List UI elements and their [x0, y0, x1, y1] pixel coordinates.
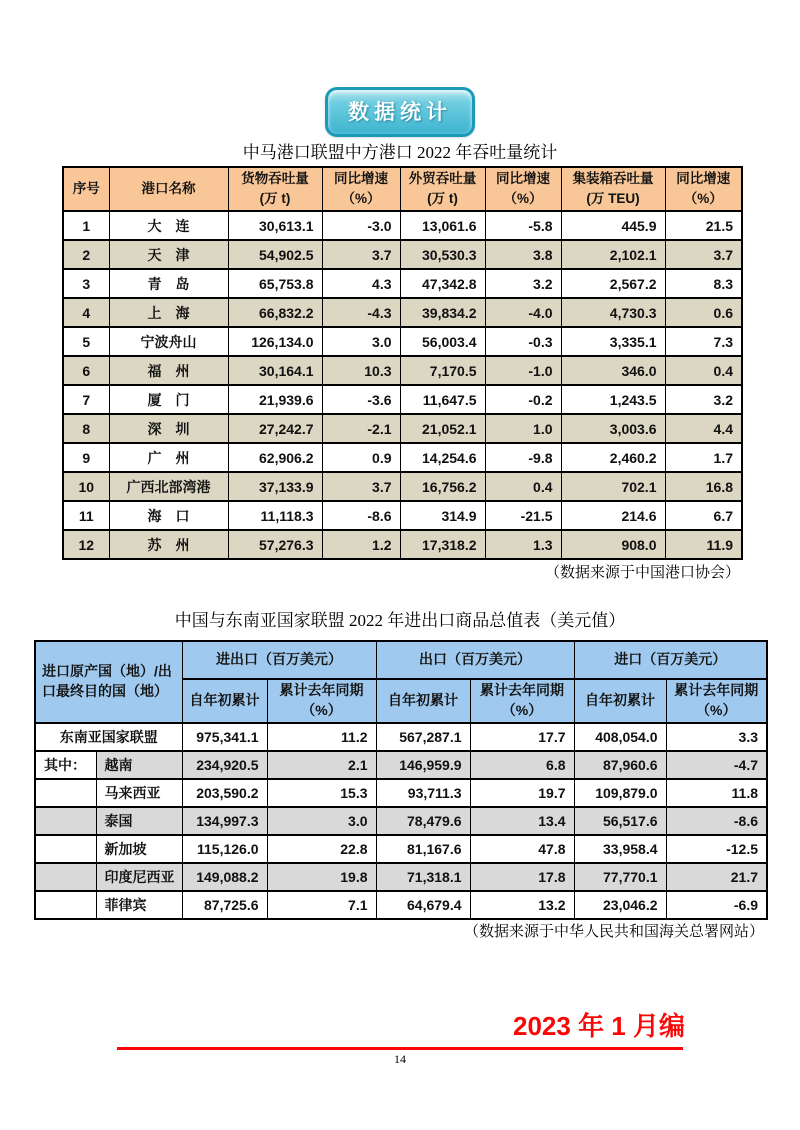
container-yoy-cell: 4.4 [665, 414, 742, 443]
imports-ytd-cell: 77,770.1 [574, 863, 666, 891]
country-name-cell: 越南 [96, 751, 182, 779]
exports-ytd-cell: 81,167.6 [376, 835, 470, 863]
foreign-trade-throughput-cell: 314.9 [400, 501, 485, 530]
imports-ytd-cell: 33,958.4 [574, 835, 666, 863]
foreign-trade-yoy-cell: 1.0 [485, 414, 561, 443]
trade-table-row [35, 723, 767, 751]
exports-yoy-cell: 13.2 [470, 891, 574, 919]
header-origin-destination: 进口原产国（地）/出口最终目的国（地） [35, 641, 182, 723]
header-cargo-throughput: 货物吞吐量 (万 t) [228, 167, 322, 211]
imports-exports-ytd-cell: 115,126.0 [182, 835, 267, 863]
exports-yoy-cell: 17.8 [470, 863, 574, 891]
cargo-throughput-cell: 57,276.3 [228, 530, 322, 559]
port-name-cell: 海 口 [109, 501, 228, 530]
trade-table-row [35, 779, 767, 807]
ports-table-title: 中马港口联盟中方港口 2022 年吞吐量统计 [242, 143, 558, 162]
header-cargo-yoy: 同比增速 （%） [322, 167, 400, 211]
header-foreign-trade-yoy: 同比增速 （%） [485, 167, 561, 211]
exports-ytd-cell: 146,959.9 [376, 751, 470, 779]
foreign-trade-yoy-cell: -0.2 [485, 385, 561, 414]
imports-exports-yoy-cell: 2.1 [267, 751, 376, 779]
among-which-cell [35, 891, 96, 919]
port-name-cell: 广西北部湾港 [109, 472, 228, 501]
port-table-row [63, 356, 742, 385]
among-which-cell [35, 835, 96, 863]
exports-ytd-cell: 93,711.3 [376, 779, 470, 807]
region-name-cell: 东南亚国家联盟 [35, 723, 182, 751]
country-name-cell: 菲律宾 [96, 891, 182, 919]
port-table-row [63, 501, 742, 530]
ports-table-body [63, 211, 742, 559]
cargo-yoy-cell: -8.6 [322, 501, 400, 530]
container-throughput-cell: 2,102.1 [561, 240, 665, 269]
exports-ytd-cell: 567,287.1 [376, 723, 470, 751]
foreign-trade-yoy-cell: 3.2 [485, 269, 561, 298]
port-name-cell: 天 津 [109, 240, 228, 269]
foreign-trade-throughput-cell: 39,834.2 [400, 298, 485, 327]
port-table-row [63, 414, 742, 443]
foreign-trade-yoy-cell: -0.3 [485, 327, 561, 356]
container-yoy-cell: 3.7 [665, 240, 742, 269]
footer-rule [117, 1047, 683, 1050]
cargo-throughput-cell: 11,118.3 [228, 501, 322, 530]
data-statistics-badge: 数据统计 [325, 87, 475, 137]
row-number-cell: 11 [63, 501, 109, 530]
trade-table-row [35, 835, 767, 863]
cargo-throughput-cell: 27,242.7 [228, 414, 322, 443]
row-number-cell: 4 [63, 298, 109, 327]
imports-ytd-cell: 56,517.6 [574, 807, 666, 835]
cargo-yoy-cell: 3.7 [322, 240, 400, 269]
imports-yoy-cell: 3.3 [666, 723, 767, 751]
header-serial-number: 序号 [63, 167, 109, 211]
cargo-yoy-cell: 3.7 [322, 472, 400, 501]
cargo-throughput-cell: 30,613.1 [228, 211, 322, 240]
header-exp-yoy: 累计去年同期 （%） [470, 679, 574, 723]
asean-trade-table [34, 640, 768, 920]
foreign-trade-throughput-cell: 30,530.3 [400, 240, 485, 269]
imports-ytd-cell: 23,046.2 [574, 891, 666, 919]
container-yoy-cell: 3.2 [665, 385, 742, 414]
port-name-cell: 青 岛 [109, 269, 228, 298]
cargo-yoy-cell: 4.3 [322, 269, 400, 298]
imports-exports-ytd-cell: 975,341.1 [182, 723, 267, 751]
imports-exports-yoy-cell: 15.3 [267, 779, 376, 807]
port-name-cell: 福 州 [109, 356, 228, 385]
trade-table-body [35, 723, 767, 919]
container-throughput-cell: 2,567.2 [561, 269, 665, 298]
container-throughput-cell: 445.9 [561, 211, 665, 240]
imports-exports-ytd-cell: 203,590.2 [182, 779, 267, 807]
row-number-cell: 3 [63, 269, 109, 298]
port-table-row [63, 211, 742, 240]
port-table-row [63, 327, 742, 356]
foreign-trade-yoy-cell: -9.8 [485, 443, 561, 472]
port-name-cell: 大 连 [109, 211, 228, 240]
imports-yoy-cell: -6.9 [666, 891, 767, 919]
foreign-trade-throughput-cell: 56,003.4 [400, 327, 485, 356]
container-yoy-cell: 21.5 [665, 211, 742, 240]
port-name-cell: 上 海 [109, 298, 228, 327]
cargo-throughput-cell: 37,133.9 [228, 472, 322, 501]
cargo-throughput-cell: 30,164.1 [228, 356, 322, 385]
imports-yoy-cell: 21.7 [666, 863, 767, 891]
header-group-imports: 进口（百万美元） [574, 641, 767, 679]
port-table-row [63, 472, 742, 501]
exports-yoy-cell: 17.7 [470, 723, 574, 751]
port-name-cell: 宁波舟山 [109, 327, 228, 356]
cargo-throughput-cell: 21,939.6 [228, 385, 322, 414]
cargo-yoy-cell: -3.0 [322, 211, 400, 240]
container-throughput-cell: 3,003.6 [561, 414, 665, 443]
trade-table-row [35, 807, 767, 835]
foreign-trade-throughput-cell: 21,052.1 [400, 414, 485, 443]
country-name-cell: 泰国 [96, 807, 182, 835]
container-yoy-cell: 11.9 [665, 530, 742, 559]
foreign-trade-throughput-cell: 47,342.8 [400, 269, 485, 298]
country-name-cell: 马来西亚 [96, 779, 182, 807]
cargo-yoy-cell: 0.9 [322, 443, 400, 472]
among-which-cell [35, 863, 96, 891]
ports-table-header-row [63, 167, 742, 211]
exports-ytd-cell: 64,679.4 [376, 891, 470, 919]
port-table-row [63, 443, 742, 472]
cargo-throughput-cell: 126,134.0 [228, 327, 322, 356]
row-number-cell: 10 [63, 472, 109, 501]
container-throughput-cell: 908.0 [561, 530, 665, 559]
row-number-cell: 8 [63, 414, 109, 443]
header-foreign-trade-throughput: 外贸吞吐量 (万 t) [400, 167, 485, 211]
imports-yoy-cell: -12.5 [666, 835, 767, 863]
container-throughput-cell: 702.1 [561, 472, 665, 501]
foreign-trade-yoy-cell: -1.0 [485, 356, 561, 385]
port-table-row [63, 298, 742, 327]
foreign-trade-yoy-cell: -21.5 [485, 501, 561, 530]
header-port-name: 港口名称 [109, 167, 228, 211]
imports-exports-ytd-cell: 87,725.6 [182, 891, 267, 919]
foreign-trade-throughput-cell: 11,647.5 [400, 385, 485, 414]
container-throughput-cell: 1,243.5 [561, 385, 665, 414]
cargo-yoy-cell: 10.3 [322, 356, 400, 385]
header-exp-ytd: 自年初累计 [376, 679, 470, 723]
cargo-throughput-cell: 65,753.8 [228, 269, 322, 298]
foreign-trade-throughput-cell: 13,061.6 [400, 211, 485, 240]
port-name-cell: 广 州 [109, 443, 228, 472]
edition-note: 2023 年 1 月编 [513, 1011, 685, 1041]
cargo-throughput-cell: 66,832.2 [228, 298, 322, 327]
container-throughput-cell: 346.0 [561, 356, 665, 385]
among-which-cell: 其中： [35, 751, 96, 779]
exports-yoy-cell: 19.7 [470, 779, 574, 807]
cargo-yoy-cell: 1.2 [322, 530, 400, 559]
imports-exports-yoy-cell: 22.8 [267, 835, 376, 863]
container-yoy-cell: 0.6 [665, 298, 742, 327]
ports-throughput-table [62, 166, 743, 560]
imports-exports-yoy-cell: 3.0 [267, 807, 376, 835]
exports-yoy-cell: 47.8 [470, 835, 574, 863]
imports-ytd-cell: 408,054.0 [574, 723, 666, 751]
row-number-cell: 5 [63, 327, 109, 356]
imports-exports-ytd-cell: 134,997.3 [182, 807, 267, 835]
container-throughput-cell: 4,730.3 [561, 298, 665, 327]
foreign-trade-yoy-cell: -5.8 [485, 211, 561, 240]
imports-exports-ytd-cell: 149,088.2 [182, 863, 267, 891]
country-name-cell: 新加坡 [96, 835, 182, 863]
header-container-yoy: 同比增速 （%） [665, 167, 742, 211]
exports-ytd-cell: 78,479.6 [376, 807, 470, 835]
page-number: 14 [394, 1052, 406, 1066]
imports-exports-yoy-cell: 11.2 [267, 723, 376, 751]
container-yoy-cell: 7.3 [665, 327, 742, 356]
container-throughput-cell: 2,460.2 [561, 443, 665, 472]
trade-table-title: 中国与东南亚国家联盟 2022 年进出口商品总值表（美元值） [174, 611, 626, 630]
imports-exports-yoy-cell: 19.8 [267, 863, 376, 891]
cargo-yoy-cell: 3.0 [322, 327, 400, 356]
exports-yoy-cell: 13.4 [470, 807, 574, 835]
foreign-trade-yoy-cell: 0.4 [485, 472, 561, 501]
cargo-throughput-cell: 54,902.5 [228, 240, 322, 269]
port-name-cell: 深 圳 [109, 414, 228, 443]
container-yoy-cell: 0.4 [665, 356, 742, 385]
foreign-trade-throughput-cell: 16,756.2 [400, 472, 485, 501]
row-number-cell: 1 [63, 211, 109, 240]
container-yoy-cell: 8.3 [665, 269, 742, 298]
imports-exports-yoy-cell: 7.1 [267, 891, 376, 919]
port-name-cell: 苏 州 [109, 530, 228, 559]
imports-exports-ytd-cell: 234,920.5 [182, 751, 267, 779]
among-which-cell [35, 807, 96, 835]
foreign-trade-throughput-cell: 7,170.5 [400, 356, 485, 385]
cargo-throughput-cell: 62,906.2 [228, 443, 322, 472]
imports-yoy-cell: -8.6 [666, 807, 767, 835]
among-which-cell [35, 779, 96, 807]
port-table-row [63, 530, 742, 559]
header-ie-ytd: 自年初累计 [182, 679, 267, 723]
trade-table-row [35, 891, 767, 919]
port-name-cell: 厦 门 [109, 385, 228, 414]
row-number-cell: 6 [63, 356, 109, 385]
port-table-row [63, 269, 742, 298]
trade-table-row [35, 751, 767, 779]
imports-ytd-cell: 109,879.0 [574, 779, 666, 807]
container-throughput-cell: 214.6 [561, 501, 665, 530]
foreign-trade-throughput-cell: 14,254.6 [400, 443, 485, 472]
trade-table-source-note: （数据来源于中华人民共和国海关总署网站） [463, 924, 764, 940]
cargo-yoy-cell: -2.1 [322, 414, 400, 443]
header-container-throughput: 集装箱吞吐量 (万 TEU) [561, 167, 665, 211]
container-yoy-cell: 1.7 [665, 443, 742, 472]
port-table-row [63, 240, 742, 269]
cargo-yoy-cell: -4.3 [322, 298, 400, 327]
header-group-exports: 出口（百万美元） [376, 641, 574, 679]
imports-yoy-cell: 11.8 [666, 779, 767, 807]
header-imp-yoy: 累计去年同期 （%） [666, 679, 767, 723]
container-yoy-cell: 16.8 [665, 472, 742, 501]
foreign-trade-yoy-cell: -4.0 [485, 298, 561, 327]
header-ie-yoy: 累计去年同期 （%） [267, 679, 376, 723]
row-number-cell: 12 [63, 530, 109, 559]
container-throughput-cell: 3,335.1 [561, 327, 665, 356]
foreign-trade-yoy-cell: 1.3 [485, 530, 561, 559]
port-table-row [63, 385, 742, 414]
header-imp-ytd: 自年初累计 [574, 679, 666, 723]
trade-table-row [35, 863, 767, 891]
trade-table-group-header-row [35, 641, 767, 679]
container-yoy-cell: 6.7 [665, 501, 742, 530]
country-name-cell: 印度尼西亚 [96, 863, 182, 891]
exports-ytd-cell: 71,318.1 [376, 863, 470, 891]
row-number-cell: 7 [63, 385, 109, 414]
exports-yoy-cell: 6.8 [470, 751, 574, 779]
foreign-trade-throughput-cell: 17,318.2 [400, 530, 485, 559]
header-group-imports-exports: 进出口（百万美元） [182, 641, 376, 679]
foreign-trade-yoy-cell: 3.8 [485, 240, 561, 269]
row-number-cell: 9 [63, 443, 109, 472]
row-number-cell: 2 [63, 240, 109, 269]
ports-table-source-note: （数据来源于中国港口协会） [544, 565, 740, 581]
imports-ytd-cell: 87,960.6 [574, 751, 666, 779]
cargo-yoy-cell: -3.6 [322, 385, 400, 414]
imports-yoy-cell: -4.7 [666, 751, 767, 779]
